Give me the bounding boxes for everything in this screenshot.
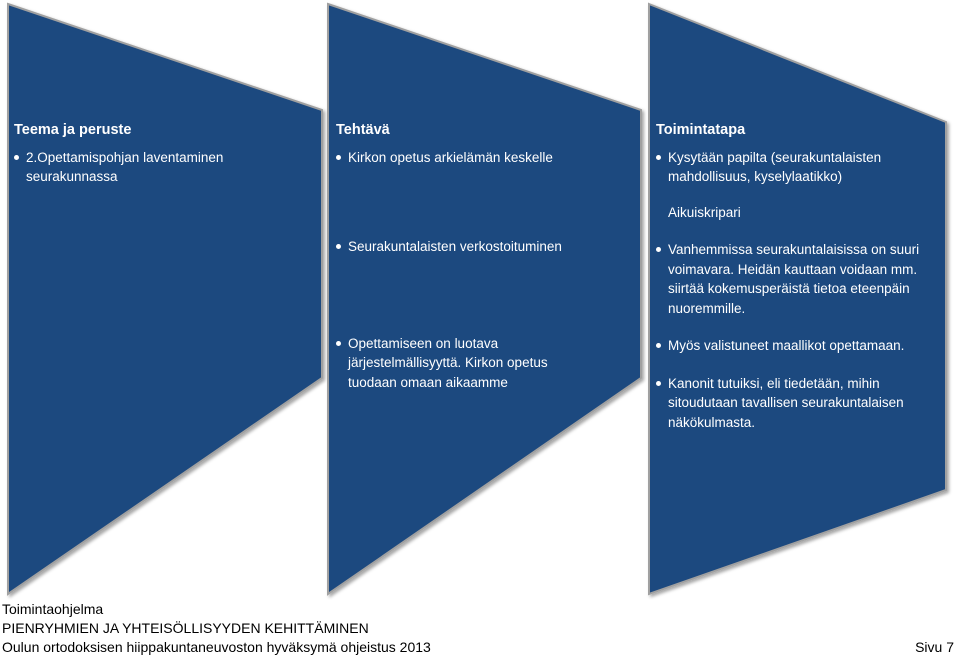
panel-teema — [8, 4, 322, 594]
list-item: Kirkon opetus arkielämän keskelle — [336, 148, 621, 168]
page-footer — [0, 600, 960, 657]
column-toimintatapa — [656, 121, 941, 432]
list-item: Kysytään papilta (seurakuntalaisten mahdollisuus, kyselylaatikko) — [656, 148, 938, 187]
column-title: Toimintatapa — [656, 122, 746, 138]
list-item: Seurakuntalaisten verkostoituminen — [336, 237, 621, 257]
column-tehtava — [336, 121, 621, 392]
footer-line: Toimintaohjelma — [2, 601, 104, 617]
column-title: Tehtävä — [336, 122, 390, 138]
column-title: Teema ja peruste — [14, 122, 132, 138]
list-item: 2.Opettamispohjan laventaminen seurakunnassa — [14, 148, 284, 187]
footer-row — [0, 638, 960, 657]
column-teema — [14, 121, 284, 187]
footer-line: Oulun ortodoksisen hiippakuntaneuvoston hyväksymä ohjeistus 2013 — [2, 639, 431, 655]
page-number: Sivu 7 — [915, 639, 954, 655]
list-item: Vanhemmissa seurakuntalaisissa on suuri voimavara. Heidän kauttaan voidaan mm. siirtää kokemusperäistä tietoa eteenpäin nuoremmille. — [656, 240, 943, 318]
footer-line: PIENRYHMIEN JA YHTEISÖLLISYYDEN KEHITTÄMINEN — [2, 620, 369, 636]
list-item: Aikuiskripari — [668, 204, 741, 220]
list-item: Opettamiseen on luotava järjestelmällisyyttä. Kirkon opetus tuodaan omaan aikaamme — [336, 334, 598, 393]
list-item: Myös valistuneet maallikot opettamaan. — [656, 336, 908, 356]
list-item: Kanonit tutuiksi, eli tiedetään, mihin sitoudutaan tavallisen seurakuntalaisen näkökulmasta. — [656, 374, 948, 433]
